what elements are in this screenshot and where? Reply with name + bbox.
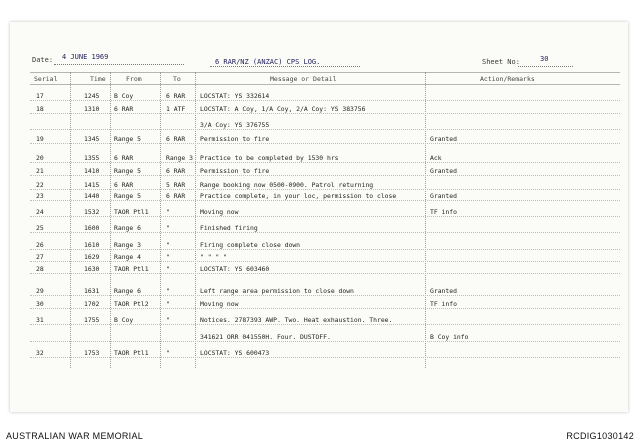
from-cell: TAOR Ptl1 (114, 208, 149, 216)
serial-cell: 29 (36, 287, 44, 295)
from-cell: TAOR Ptl1 (114, 349, 149, 357)
header-rule-bottom (30, 84, 620, 85)
to-cell: 6 RAR (166, 135, 186, 143)
title-underline (210, 66, 360, 67)
action-cell: Ack (430, 154, 442, 162)
message-cell: Left range area permission to close down (200, 287, 354, 295)
time-cell: 1629 (84, 253, 100, 261)
action-cell: Granted (430, 192, 457, 200)
to-cell: " (166, 208, 170, 216)
sheet-label: Sheet No: (482, 58, 520, 66)
serial-cell: 17 (36, 92, 44, 100)
message-cell: Practice to be completed by 1530 hrs (200, 154, 339, 162)
row-rule (30, 295, 620, 296)
to-cell: " (166, 253, 170, 261)
serial-cell: 18 (36, 105, 44, 113)
time-cell: 1755 (84, 316, 100, 324)
message-cell: " " " " (200, 253, 227, 261)
to-cell: 1 ATF (166, 105, 186, 113)
log-sheet (10, 22, 628, 412)
to-cell: 5 RAR (166, 181, 186, 189)
from-cell: B Coy (114, 92, 134, 100)
serial-cell: 20 (36, 154, 44, 162)
time-cell: 1610 (84, 241, 100, 249)
message-cell: Notices. 2787393 AWP. Two. Heat exhaustion. Three. (200, 316, 393, 324)
time-cell: 1702 (84, 300, 100, 308)
message-cell: Moving now (200, 300, 239, 308)
date-label: Date: (32, 56, 54, 64)
message-cell: LOCSTAT: YS 332614 (200, 92, 270, 100)
from-cell: TAOR Ptl1 (114, 265, 149, 273)
to-cell: 6 RAR (166, 167, 186, 175)
serial-cell: 26 (36, 241, 44, 249)
serial-cell: 22 (36, 181, 44, 189)
date-underline (54, 64, 184, 65)
message-cell: 3/A Coy: YS 376755 (200, 121, 270, 129)
row-rule (30, 308, 620, 309)
message-cell: Range booking now 0500-0900. Patrol returning (200, 181, 374, 189)
message-cell: 341621 ORR 041550H. Four. DUSTOFF. (200, 333, 331, 341)
action-cell: Granted (430, 135, 457, 143)
message-cell: LOCSTAT: YS 600473 (200, 349, 270, 357)
serial-cell: 27 (36, 253, 44, 261)
col-to-header: To (173, 75, 181, 83)
serial-cell: 19 (36, 135, 44, 143)
header-rule-top (30, 72, 620, 73)
to-cell: " (166, 265, 170, 273)
from-cell: 6 RAR (114, 181, 134, 189)
row-rule (30, 143, 620, 144)
serial-cell: 32 (36, 349, 44, 357)
action-cell: TF info (430, 300, 457, 308)
action-cell: TF info (430, 208, 457, 216)
from-cell: Range 6 (114, 224, 141, 232)
time-cell: 1310 (84, 105, 100, 113)
action-cell: Granted (430, 287, 457, 295)
message-cell: Permission to fire (200, 135, 270, 143)
row-rule (30, 189, 620, 190)
row-rule (30, 273, 620, 274)
row-rule (30, 175, 620, 176)
col-action-header: Action/Remarks (480, 75, 535, 83)
row-rule (30, 216, 620, 217)
message-cell: Practice complete, in your loc, permission to close (200, 192, 397, 200)
row-rule (30, 129, 620, 130)
action-cell: Granted (430, 167, 457, 175)
row-rule (30, 232, 620, 233)
row-rule (30, 261, 620, 262)
action-cell: B Coy info (430, 333, 469, 341)
row-rule (30, 100, 620, 101)
from-cell: Range 3 (114, 241, 141, 249)
serial-cell: 30 (36, 300, 44, 308)
from-cell: 6 RAR (114, 154, 134, 162)
serial-cell: 25 (36, 224, 44, 232)
to-cell: " (166, 241, 170, 249)
to-cell: " (166, 224, 170, 232)
message-cell: LOCSTAT: A Coy, 1/A Coy, 2/A Coy: YS 383756 (200, 105, 366, 113)
row-rule (30, 341, 620, 342)
time-cell: 1753 (84, 349, 100, 357)
from-cell: Range 5 (114, 167, 141, 175)
to-cell: Range 3 (166, 154, 193, 162)
message-cell: Permission to fire (200, 167, 270, 175)
time-cell: 1355 (84, 154, 100, 162)
from-cell: Range 5 (114, 135, 141, 143)
unit-title: 6 RAR/NZ (ANZAC) CPS LOG. (215, 58, 321, 66)
time-cell: 1631 (84, 287, 100, 295)
row-rule (30, 162, 620, 163)
from-cell: Range 5 (114, 192, 141, 200)
row-rule (30, 357, 620, 358)
col-message-header: Message or Detail (270, 75, 337, 83)
footer-credit: AUSTRALIAN WAR MEMORIAL (6, 431, 144, 441)
serial-cell: 31 (36, 316, 44, 324)
message-cell: LOCSTAT: YS 603460 (200, 265, 270, 273)
time-cell: 1600 (84, 224, 100, 232)
time-cell: 1410 (84, 167, 100, 175)
row-rule (30, 324, 620, 325)
to-cell: " (166, 300, 170, 308)
date-value: 4 JUNE 1969 (62, 53, 109, 61)
to-cell: " (166, 316, 170, 324)
col-time-header: Time (90, 75, 106, 83)
message-cell: Finished firing (200, 224, 258, 232)
serial-cell: 24 (36, 208, 44, 216)
from-cell: Range 4 (114, 253, 141, 261)
from-cell: B Coy (114, 316, 134, 324)
from-cell: Range 6 (114, 287, 141, 295)
col-from-header: From (126, 75, 142, 83)
to-cell: " (166, 349, 170, 357)
serial-cell: 21 (36, 167, 44, 175)
message-cell: Moving now (200, 208, 239, 216)
row-rule (30, 200, 620, 201)
row-rule (30, 249, 620, 250)
row-rule (30, 113, 620, 114)
from-cell: TAOR Ptl2 (114, 300, 149, 308)
footer-reference: RCDIG1030142 (566, 431, 634, 441)
to-cell: " (166, 287, 170, 295)
serial-cell: 23 (36, 192, 44, 200)
time-cell: 1630 (84, 265, 100, 273)
time-cell: 1415 (84, 181, 100, 189)
to-cell: 6 RAR (166, 192, 186, 200)
message-cell: Firing complete close down (200, 241, 301, 249)
time-cell: 1345 (84, 135, 100, 143)
col-serial-header: Serial (34, 75, 58, 83)
serial-cell: 28 (36, 265, 44, 273)
from-cell: 6 RAR (114, 105, 134, 113)
to-cell: 6 RAR (166, 92, 186, 100)
time-cell: 1245 (84, 92, 100, 100)
time-cell: 1440 (84, 192, 100, 200)
sheet-underline (518, 66, 573, 67)
sheet-value: 30 (540, 55, 549, 63)
time-cell: 1532 (84, 208, 100, 216)
